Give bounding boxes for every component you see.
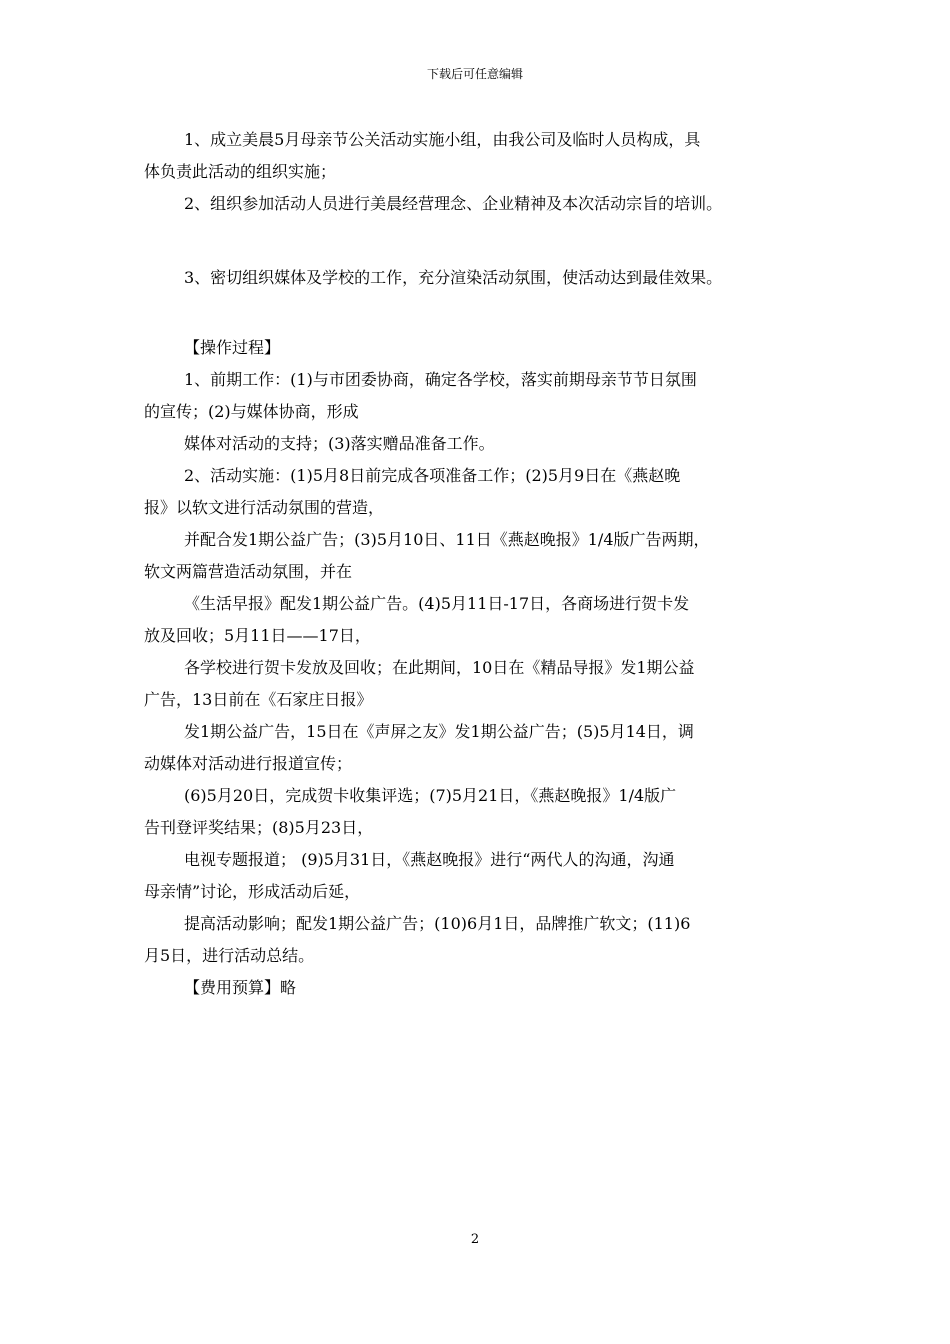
paragraph-team-setup-cont: 体负责此活动的组织实施； bbox=[144, 162, 337, 181]
page-number: 2 bbox=[470, 1232, 480, 1247]
paragraph-media-coordination: 3、密切组织媒体及学校的工作，充分渲染活动氛围，使活动达到最佳效果。 bbox=[184, 268, 723, 287]
spacer bbox=[144, 220, 814, 262]
paragraph-implementation: 2、活动实施：(1)5月8日前完成各项准备工作；(2)5月9日在《燕赵晚 bbox=[184, 466, 681, 485]
paragraph-implementation-7-cont: 母亲情”讨论，形成活动后延， bbox=[144, 882, 361, 901]
paragraph-preparation-cont-2: 媒体对活动的支持；(3)落实赠品准备工作。 bbox=[184, 434, 495, 453]
paragraph-implementation-cont: 报》以软文进行活动氛围的营造， bbox=[144, 498, 385, 517]
paragraph-implementation-6-cont: 告刊登评奖结果；(8)5月23日， bbox=[144, 818, 374, 837]
paragraph-team-setup: 1、成立美晨5月母亲节公关活动实施小组，由我公司及临时人员构成，具 bbox=[184, 130, 701, 149]
paragraph-implementation-4: 各学校进行贺卡发放及回收；在此期间，10日在《精品导报》发1期公益 bbox=[184, 658, 695, 677]
paragraph-implementation-3-cont: 放及回收；5月11日——17日， bbox=[144, 626, 371, 645]
document-body bbox=[144, 124, 814, 1004]
paragraph-implementation-5: 发1期公益广告，15日在《声屏之友》发1期公益广告；(5)5月14日，调 bbox=[184, 722, 694, 741]
paragraph-implementation-8: 提高活动影响；配发1期公益广告；(10)6月1日，品牌推广软文；(11)6 bbox=[184, 914, 691, 933]
paragraph-implementation-2: 并配合发1期公益广告；(3)5月10日、11日《燕赵晚报》1/4版广告两期， bbox=[184, 530, 710, 549]
section-heading-operation: 【操作过程】 bbox=[184, 338, 281, 357]
paragraph-implementation-3: 《生活早报》配发1期公益广告。(4)5月11日-17日，各商场进行贺卡发 bbox=[184, 594, 690, 613]
paragraph-implementation-6: (6)5月20日，完成贺卡收集评选；(7)5月21日，《燕赵晚报》1/4版广 bbox=[184, 786, 677, 805]
section-heading-budget: 【费用预算】略 bbox=[184, 978, 297, 997]
paragraph-implementation-8-cont: 月5日，进行活动总结。 bbox=[144, 946, 315, 965]
paragraph-implementation-2-cont: 软文两篇营造活动氛围，并在 bbox=[144, 562, 353, 581]
page-header: 下载后可任意编辑 bbox=[426, 67, 523, 81]
paragraph-implementation-7: 电视专题报道； (9)5月31日，《燕赵晚报》进行“两代人的沟通，沟通 bbox=[184, 850, 675, 869]
paragraph-training: 2、组织参加活动人员进行美晨经营理念、企业精神及本次活动宗旨的培训。 bbox=[184, 194, 723, 213]
spacer bbox=[144, 294, 814, 332]
paragraph-preparation: 1、前期工作：(1)与市团委协商，确定各学校，落实前期母亲节节日氛围 bbox=[184, 370, 697, 389]
paragraph-implementation-4-cont: 广告，13日前在《石家庄日报》 bbox=[144, 690, 373, 709]
paragraph-preparation-cont: 的宣传；(2)与媒体协商，形成 bbox=[144, 402, 359, 421]
paragraph-implementation-5-cont: 动媒体对活动进行报道宣传； bbox=[144, 754, 353, 773]
